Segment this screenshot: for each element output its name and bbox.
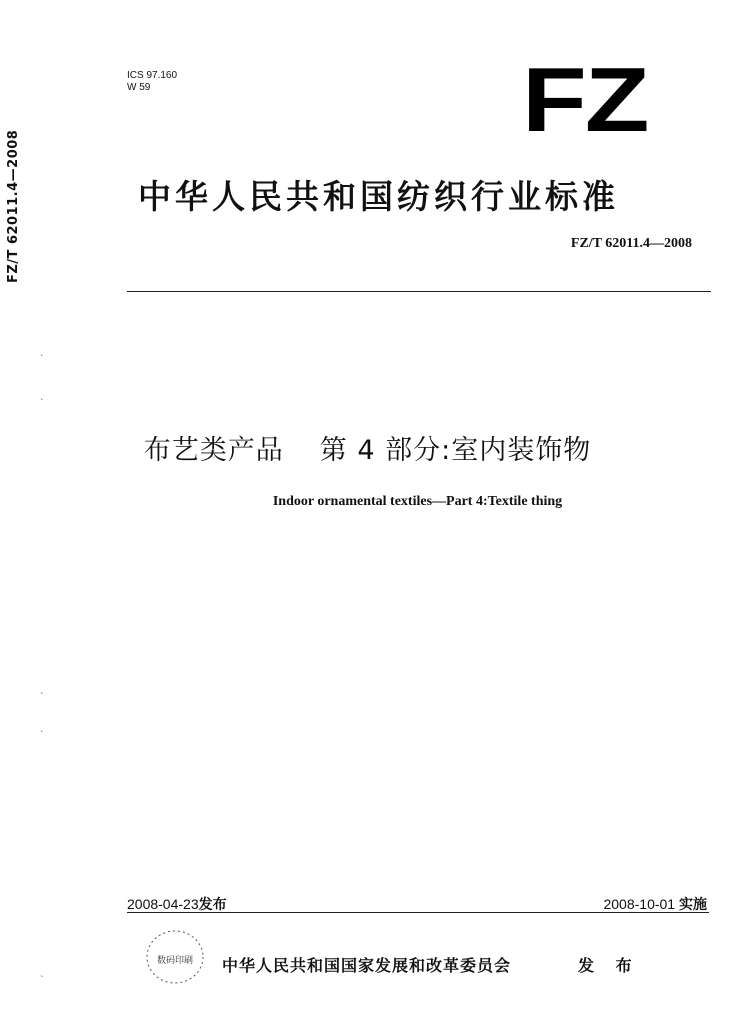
scan-mark: ˋ [40,354,44,363]
issue-date-line [127,894,227,914]
publisher-name: 中华人民共和国国家发展和改革委员会 [222,956,512,975]
classification-block [127,70,177,94]
english-title: Indoor ornamental textiles—Part 4:Textile thing [272,494,563,509]
scan-mark: ˎ [40,968,44,977]
ics-code: ICS 97.160 [127,70,178,81]
document-title [0,428,735,467]
top-divider [127,291,711,292]
scan-mark: ˎ [40,391,44,400]
fz-logo: FZ [522,49,648,151]
implementation-date-line [603,894,707,914]
bottom-divider [127,912,709,913]
standard-number: FZ/T 62011.4—2008 [570,236,692,251]
w-code: W 59 [127,82,151,93]
implementation-label: 实施 [679,897,707,913]
title-part-b: 第 4 部分:室内装饰物 [319,435,592,466]
print-seal [144,928,206,986]
issue-date: 2008-04-23 [127,896,199,912]
implementation-date: 2008-10-01 [603,896,676,912]
publish-label: 发 布 [578,956,640,975]
side-standard-code: FZ/T 62011.4—2008 [6,129,21,283]
seal-text: 数码印刷 [156,956,194,966]
standard-title: 中华人民共和国纺织行业标准 [138,177,619,216]
scan-mark: ˋ [40,692,44,701]
scan-mark: ˋ [40,730,44,739]
issue-label: 发布 [198,897,227,913]
title-part-a: 布艺类产品 [143,435,284,466]
seal-circle-icon [144,928,206,986]
